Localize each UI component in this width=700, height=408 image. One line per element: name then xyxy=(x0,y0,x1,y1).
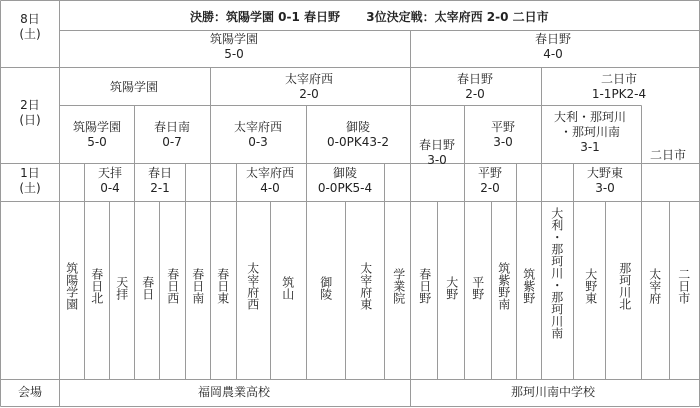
round2-1: 筑陽学園 5-0 xyxy=(72,120,122,149)
round1-3: 太宰府西 4-0 xyxy=(245,166,295,195)
round1-5: 平野 2-0 xyxy=(477,166,503,195)
team-3: 天拝 xyxy=(114,276,129,300)
round2-5: 平野 3-0 xyxy=(490,120,516,149)
team-9: 筑山 xyxy=(280,276,295,300)
team-4: 春日 xyxy=(140,276,155,300)
team-21: 太宰府 xyxy=(647,268,662,304)
venue-label: 会場 xyxy=(17,385,43,399)
semi-winner-right: 春日野 4-0 xyxy=(534,32,572,61)
team-22: 二日市 xyxy=(676,268,691,304)
round1-6: 大野東 3-0 xyxy=(586,166,624,195)
venue-right: 那珂川南中学校 xyxy=(510,385,596,399)
team-14: 大野 xyxy=(444,276,459,300)
round2-2: 春日南 0-7 xyxy=(153,120,191,149)
team-15: 平野 xyxy=(470,276,485,300)
team-8: 太宰府西 xyxy=(245,262,260,310)
round1-4: 御陵 0-0PK5-4 xyxy=(317,166,373,195)
date-day1: 1日 (土) xyxy=(19,166,41,195)
round1-1: 天拝 0-4 xyxy=(97,166,123,195)
team-10: 御陵 xyxy=(318,276,333,300)
team-12: 学業院 xyxy=(391,268,406,304)
team-20: 那珂川北 xyxy=(617,262,632,310)
team-2: 春日北 xyxy=(89,268,104,304)
round2-6: 大利・那珂川 ・那珂川南 3-1 xyxy=(553,110,627,154)
date-day2: 2日 (日) xyxy=(19,98,41,127)
round1-2: 春日 2-1 xyxy=(147,166,173,195)
team-1: 筑陽学園 xyxy=(64,262,79,310)
third-place-match: 3位決定戦：太宰府西 2-0 二日市 xyxy=(366,10,549,24)
team-7: 春日東 xyxy=(215,268,230,304)
team-13: 春日野 xyxy=(417,268,432,304)
quarter-1: 筑陽学園 xyxy=(109,80,159,94)
round2-3: 太宰府西 0-3 xyxy=(233,120,283,149)
round2-side-futsukaichi: 二日市 xyxy=(649,148,687,162)
round2-side-kasugano: 春日野 3-0 xyxy=(418,138,456,167)
final-match: 決勝：筑陽学園 0-1 春日野 xyxy=(190,10,341,24)
team-19: 大野東 xyxy=(583,268,598,304)
quarter-2: 太宰府西 2-0 xyxy=(284,72,334,101)
team-11: 太宰府東 xyxy=(358,262,373,310)
round2-4: 御陵 0-0PK43-2 xyxy=(327,120,389,149)
team-5: 春日西 xyxy=(165,268,180,304)
team-18: 大利・那珂川・那珂川南 xyxy=(549,207,564,339)
team-17: 筑紫野 xyxy=(521,268,536,304)
final-result xyxy=(190,8,571,25)
team-6: 春日南 xyxy=(190,268,205,304)
team-16: 筑紫野南 xyxy=(496,262,511,310)
semi-winner-left: 筑陽学園 5-0 xyxy=(209,32,259,61)
venue-left: 福岡農業高校 xyxy=(197,385,271,399)
date-day8: 8日 (土) xyxy=(19,12,41,41)
quarter-3: 春日野 2-0 xyxy=(456,72,494,101)
quarter-4: 二日市 1-1PK2-4 xyxy=(591,72,647,101)
